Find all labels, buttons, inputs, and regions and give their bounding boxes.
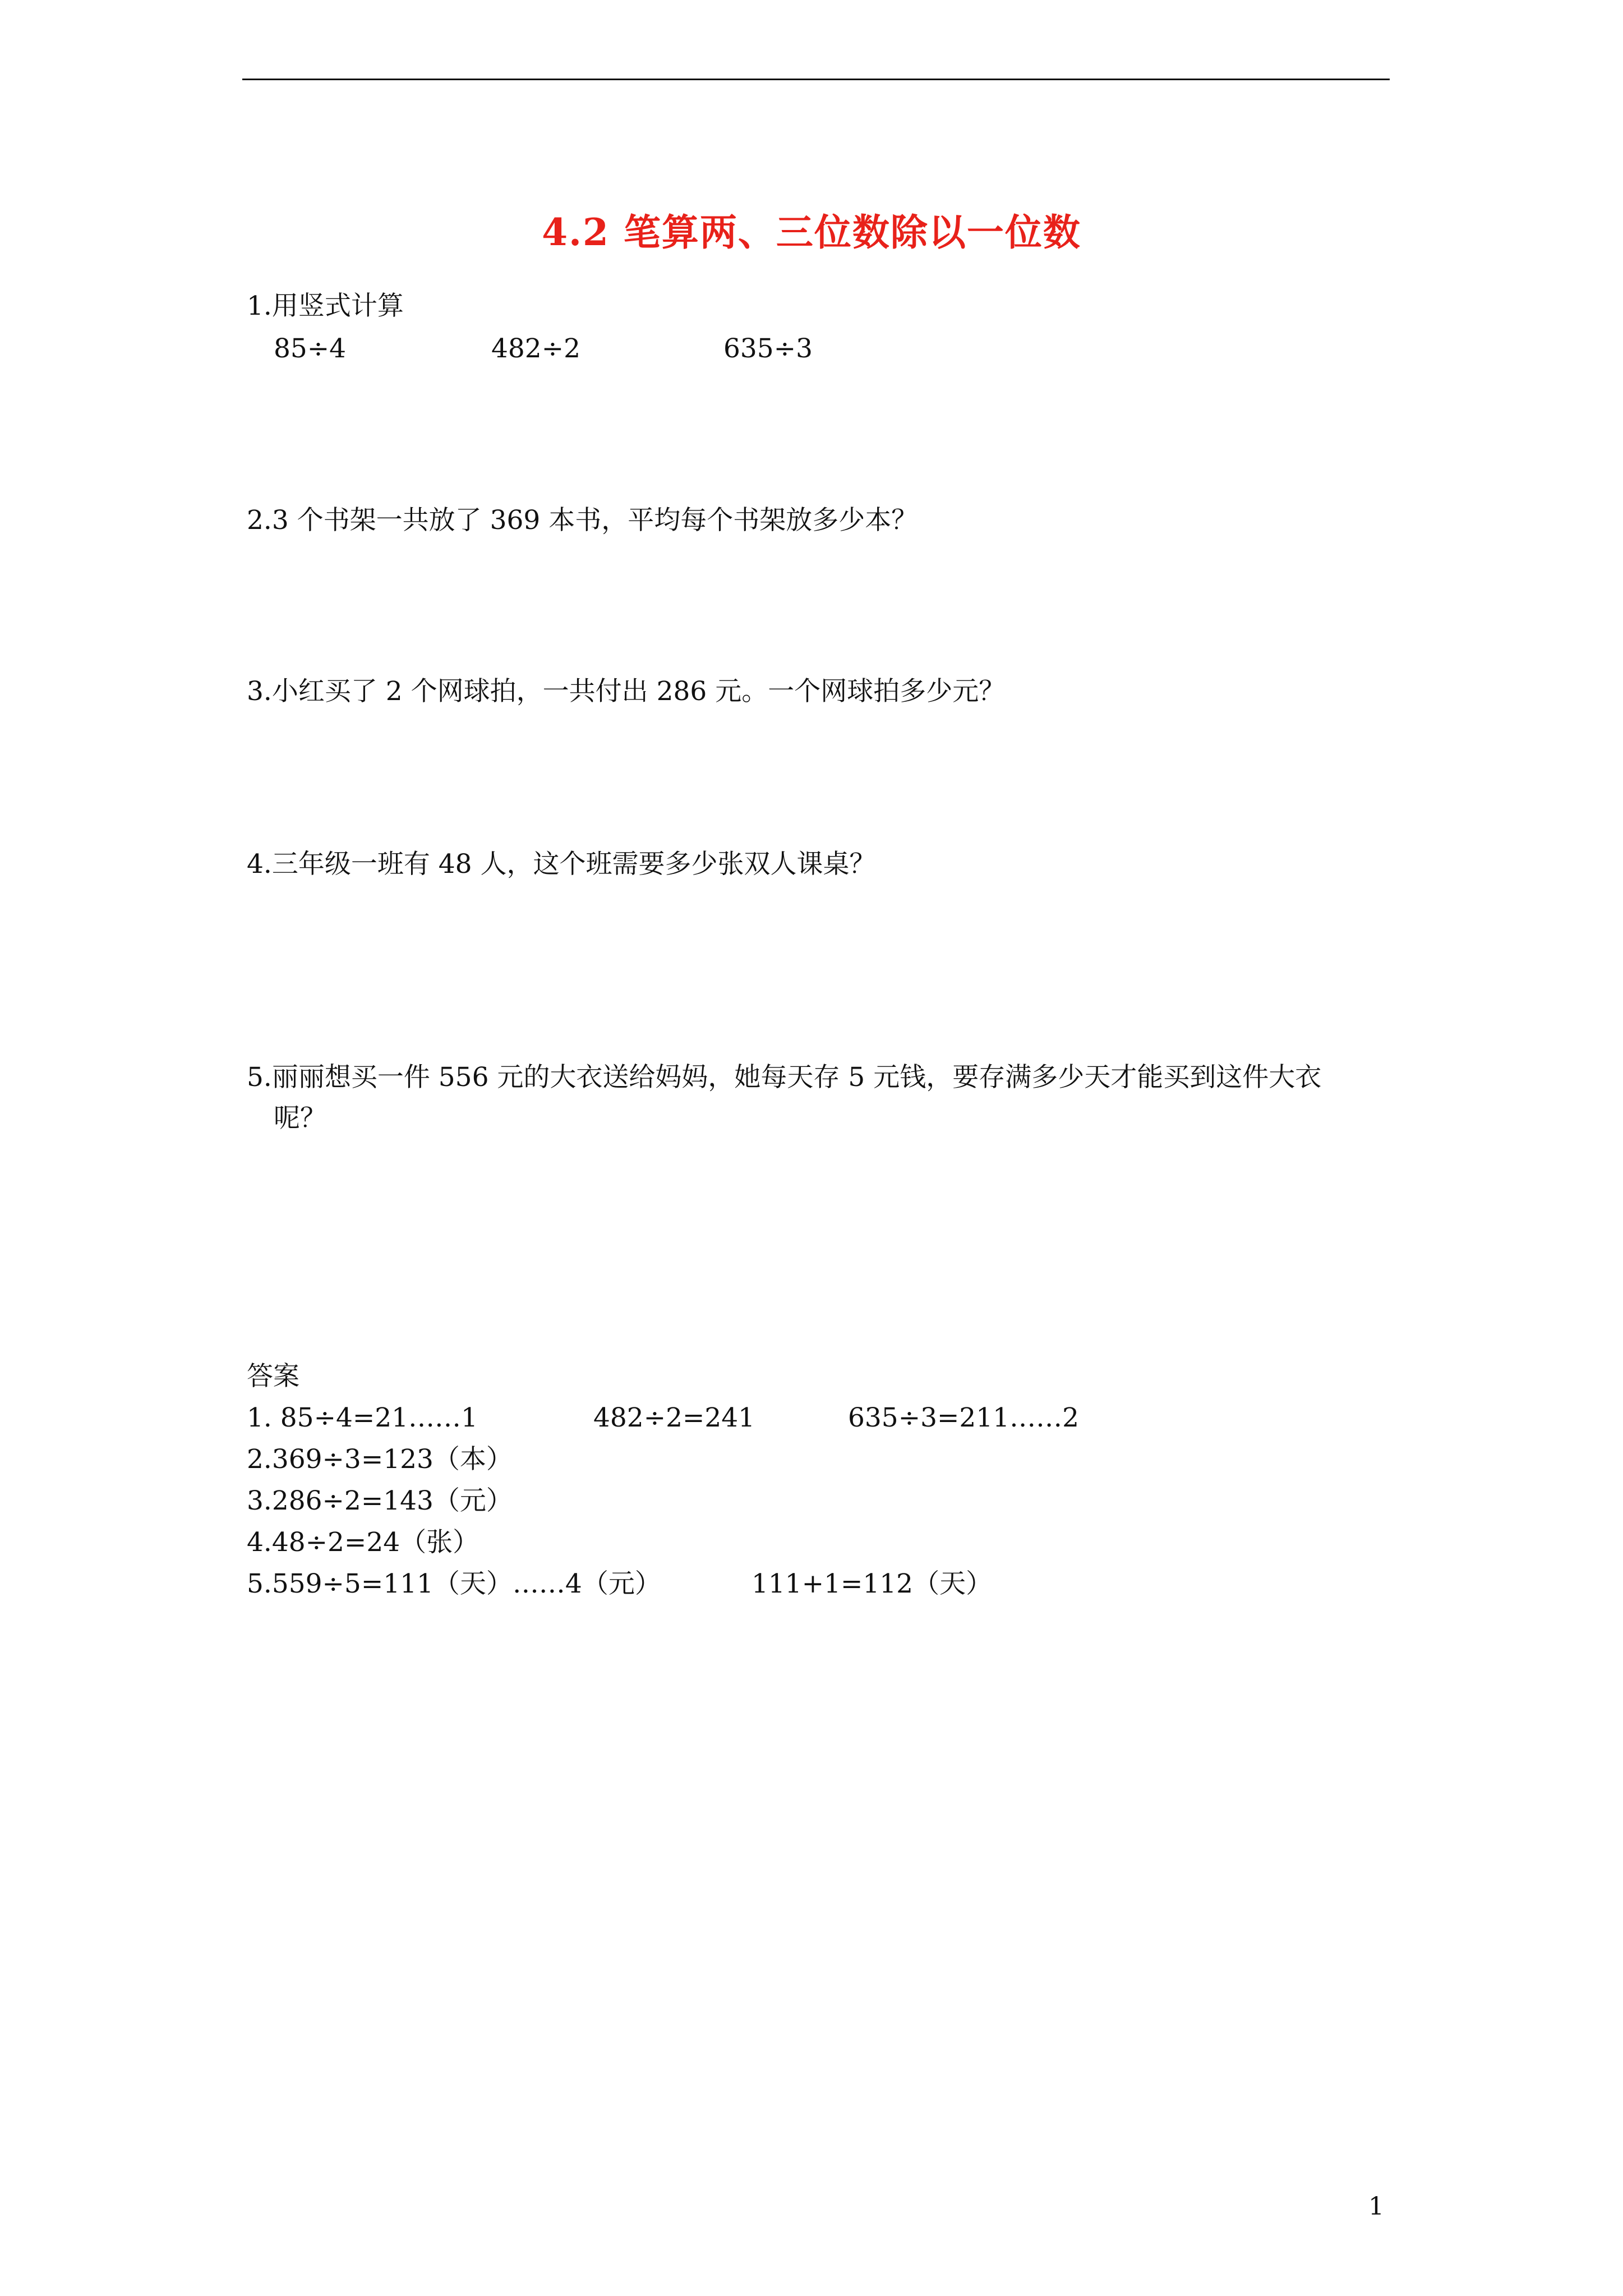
answer-5-part-2: 111+1=112（天） — [751, 1568, 993, 1599]
answer-1-part-2: 482÷2=241 — [593, 1402, 755, 1433]
answer-1-part-1: 1. 85÷4=21……1 — [247, 1402, 478, 1433]
question-5-line-2: 呢？ — [274, 1103, 326, 1134]
answer-3: 3.286÷2=143（元） — [247, 1485, 513, 1516]
answer-1-part-3: 635÷3=211……2 — [848, 1402, 1079, 1433]
question-3: 3.小红买了 2 个网球拍，一共付出 286 元。一个网球拍多少元？ — [247, 676, 1006, 707]
answer-4: 4.48÷2=24（张） — [247, 1527, 479, 1558]
question-1-expr-3: 635÷3 — [723, 333, 813, 364]
answers-heading: 答案 — [247, 1361, 299, 1392]
question-4: 4.三年级一班有 48 人，这个班需要多少张双人课桌？ — [247, 849, 876, 880]
question-1-expr-1: 85÷4 — [274, 333, 347, 364]
page-number: 1 — [1368, 2192, 1384, 2221]
question-1: 1.用竖式计算 — [247, 291, 404, 321]
answer-5-part-1: 5.559÷5=111（天）……4（元） — [247, 1568, 661, 1599]
answer-2: 2.369÷3=123（本） — [247, 1444, 513, 1475]
question-5-line-1: 5.丽丽想买一件 556 元的大衣送给妈妈，她每天存 5 元钱，要存满多少天才能买到这件大衣 — [247, 1062, 1322, 1093]
page-title: 4.2 笔算两、三位数除以一位数 — [542, 210, 1081, 254]
question-2: 2.3 个书架一共放了 369 本书，平均每个书架放多少本？ — [247, 505, 918, 536]
question-1-expr-2: 482÷2 — [491, 333, 580, 364]
header-rule — [242, 79, 1390, 80]
